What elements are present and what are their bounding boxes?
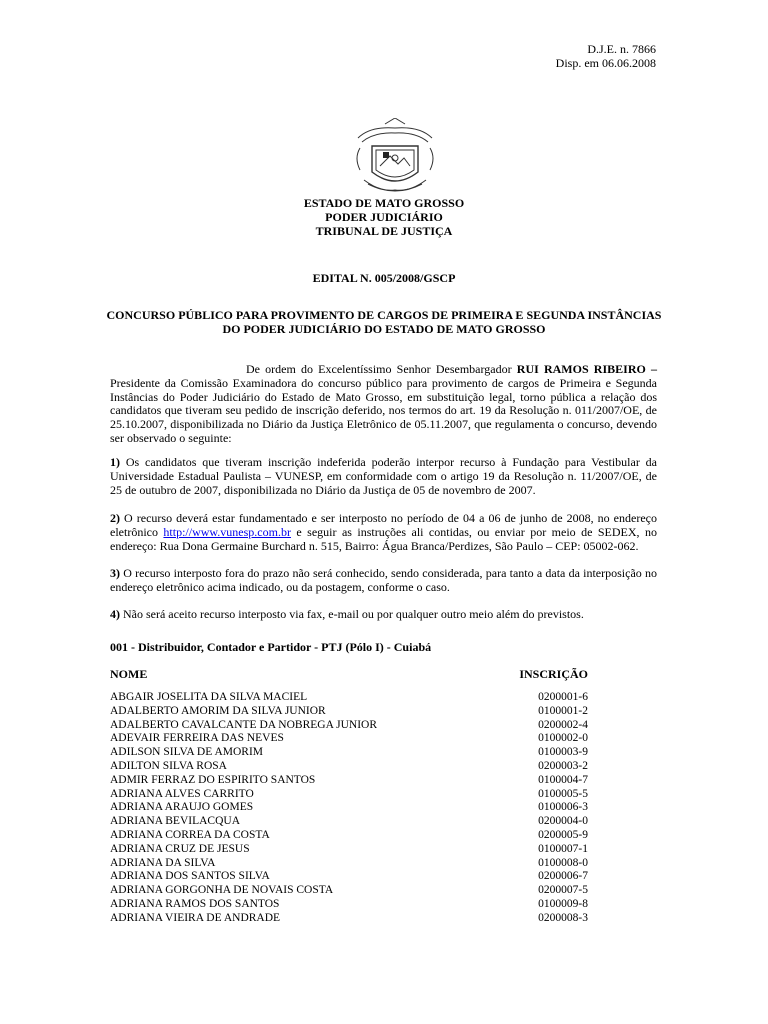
- intro-post: Presidente da Comissão Examinadora do concurso público para provimento de cargos de Primeira e Segunda Instâncias do Poder Judiciário do Estado de Mato Grosso, em substituição legal, torno pública a relação dos candidatos que tiveram seu pedido de inscrição deferido, nos termos do art. 19 da Resolução n. 011/2007/OE, de 25.10.2007, disponibilizada no Diário da Justiça Eletrônico de 05.11.2007, que regulamenta o concurso, devendo ser observado o seguinte:: [110, 375, 657, 445]
- candidate-row: [110, 898, 588, 912]
- candidate-name: ADRIANA DA SILVA: [110, 856, 216, 869]
- intro-name: RUI RAMOS RIBEIRO –: [516, 362, 657, 376]
- candidate-name: ADEVAIR FERREIRA DAS NEVES: [110, 732, 284, 745]
- header-state: ESTADO DE MATO GROSSO: [303, 196, 465, 210]
- candidate-row: [110, 760, 588, 774]
- candidate-row: [110, 884, 588, 898]
- candidate-row: [110, 857, 588, 871]
- vunesp-link[interactable]: http://www.vunesp.com.br: [163, 524, 291, 539]
- candidate-name: ADRIANA ALVES CARRITO: [110, 787, 254, 800]
- candidate-name: ADMIR FERRAZ DO ESPIRITO SANTOS: [110, 773, 316, 786]
- item-1-number: 1): [110, 455, 120, 469]
- item-1-text: Os candidatos que tiveram inscrição indeferida poderão interpor recurso à Fundação para Vestibular da Universidade Estadual Paulista – VUNESP, em conformidade com o artigo 19 da Resolução n. 11/2007/OE, de 25 de outubro de 2007, disponibilizada no Diário da Justiça de 05 de novembro de 2007.: [110, 455, 657, 497]
- edital-number: EDITAL N. 005/2008/GSCP: [312, 271, 456, 285]
- candidate-name: ADALBERTO CAVALCANTE DA NOBREGA JUNIOR: [110, 718, 378, 731]
- candidate-name: ADILTON SILVA ROSA: [110, 759, 227, 772]
- candidate-inscription: 0200006-7: [538, 870, 588, 883]
- column-headers: [110, 668, 588, 682]
- candidate-name: ADRIANA BEVILACQUA: [110, 815, 241, 828]
- item-3-text: O recurso interposto fora do prazo não será conhecido, sendo considerada, para tanto a data da interposição no endereço eletrônico acima indicado, ou da postagem, conforme o caso.: [110, 566, 657, 594]
- candidate-row: [110, 705, 588, 719]
- header-court: TRIBUNAL DE JUSTIÇA: [315, 223, 453, 238]
- institution-header: [0, 197, 768, 238]
- document-title: [0, 309, 768, 337]
- item-3: [110, 567, 657, 595]
- title-line-1: CONCURSO PÚBLICO PARA PROVIMENTO DE CARGOS DE PRIMEIRA E SEGUNDA INSTÂNCIAS: [106, 308, 662, 322]
- header-power: PODER JUDICIÁRIO: [325, 209, 443, 224]
- candidate-row: [110, 719, 588, 733]
- candidate-inscription: 0100006-3: [538, 801, 588, 814]
- section-heading: 001 - Distribuidor, Contador e Partidor - PTJ (Pólo I) - Cuiabá: [110, 640, 432, 654]
- candidate-name: ADRIANA ARAUJO GOMES: [110, 801, 254, 814]
- candidate-inscription: 0200005-9: [538, 828, 588, 841]
- dje-number: D.J.E. n. 7866: [587, 42, 656, 56]
- candidate-inscription: 0200007-5: [538, 884, 588, 897]
- item-2-pre: O recurso deverá estar fundamentado e ser interposto no período de 04 a 06 de junho de 2008, no endereço eletrônico: [110, 511, 657, 539]
- column-inscription-header: INSCRIÇÃO: [519, 667, 588, 681]
- item-3-number: 3): [110, 566, 120, 580]
- item-2: [110, 512, 657, 553]
- candidate-inscription: 0100008-0: [538, 856, 588, 869]
- item-4-number: 4): [110, 607, 120, 621]
- candidate-inscription: 0100003-9: [538, 746, 588, 759]
- candidate-list: [110, 691, 588, 926]
- item-1: [110, 456, 657, 497]
- candidate-row: [110, 732, 588, 746]
- coat-of-arms-emblem: [350, 118, 440, 198]
- candidate-inscription: 0200004-0: [538, 815, 588, 828]
- title-line-2: DO PODER JUDICIÁRIO DO ESTADO DE MATO GROSSO: [222, 321, 546, 336]
- item-2-post: e seguir as instruções ali contidas, ou enviar por meio de SEDEX, no endereço: Rua Dona Germaine Burchard n. 515, Bairro: Água Branca/Perdizes, São Paulo – CEP: 05002-062.: [110, 524, 657, 553]
- candidate-row: [110, 815, 588, 829]
- candidate-row: [110, 691, 588, 705]
- publication-info: [556, 43, 656, 71]
- column-name-header: NOME: [110, 667, 148, 681]
- candidate-inscription: 0100009-8: [538, 897, 588, 910]
- candidate-inscription: 0100007-1: [538, 842, 588, 855]
- candidate-name: ADRIANA DOS SANTOS SILVA: [110, 870, 270, 883]
- intro-paragraph: [110, 363, 657, 446]
- item-2-number: 2): [110, 511, 120, 525]
- candidate-name: ADRIANA VIEIRA DE ANDRADE: [110, 911, 281, 924]
- candidate-row: [110, 870, 588, 884]
- candidate-row: [110, 912, 588, 926]
- candidate-name: ABGAIR JOSELITA DA SILVA MACIEL: [110, 691, 308, 703]
- candidate-row: [110, 829, 588, 843]
- candidate-inscription: 0200003-2: [538, 759, 588, 772]
- item-4-text: Não será aceito recurso interposto via fax, e-mail ou por qualquer outro meio além do previstos.: [120, 607, 584, 621]
- candidate-row: [110, 843, 588, 857]
- candidate-inscription: 0100002-0: [538, 732, 588, 745]
- candidate-row: [110, 774, 588, 788]
- candidate-inscription: 0200001-6: [538, 691, 588, 703]
- candidate-name: ADRIANA CORREA DA COSTA: [110, 828, 270, 841]
- candidate-name: ADALBERTO AMORIM DA SILVA JUNIOR: [110, 704, 326, 717]
- intro-pre: De ordem do Excelentíssimo Senhor Desembargador: [246, 362, 517, 376]
- candidate-inscription: 0100004-7: [538, 773, 588, 786]
- candidate-inscription: 0100001-2: [538, 704, 588, 717]
- candidate-inscription: 0100005-5: [538, 787, 588, 800]
- candidate-row: [110, 746, 588, 760]
- candidate-name: ADRIANA CRUZ DE JESUS: [110, 842, 250, 855]
- candidate-name: ADRIANA RAMOS DOS SANTOS: [110, 897, 280, 910]
- candidate-row: [110, 788, 588, 802]
- candidate-name: ADRIANA GORGONHA DE NOVAIS COSTA: [110, 884, 334, 897]
- candidate-inscription: 0200008-3: [538, 911, 588, 924]
- candidate-inscription: 0200002-4: [538, 718, 588, 731]
- candidate-name: ADILSON SILVA DE AMORIM: [110, 746, 264, 759]
- item-4: [110, 608, 657, 622]
- disp-date: Disp. em 06.06.2008: [555, 55, 656, 70]
- candidate-row: [110, 801, 588, 815]
